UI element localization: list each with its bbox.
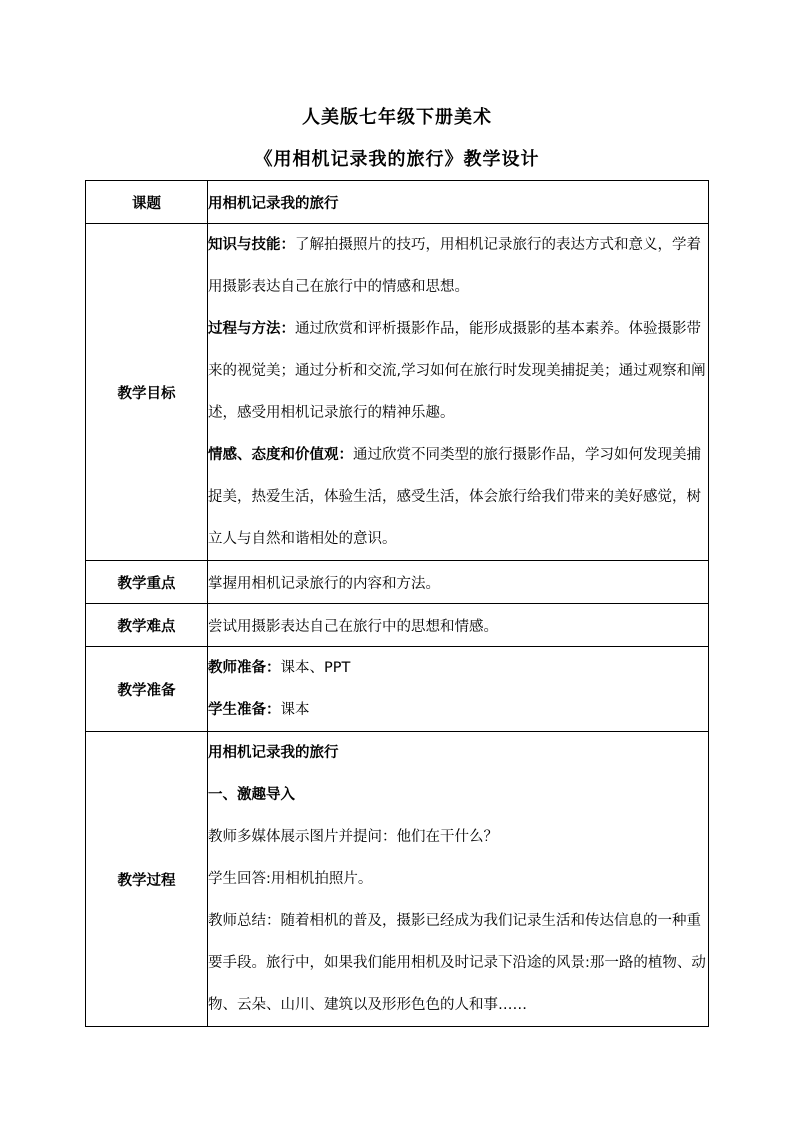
row-objectives <box>86 224 709 561</box>
document-subtitle: 《用相机记录我的旅行》教学设计 <box>254 149 540 170</box>
process-section-label: 教学过程 <box>86 732 208 1027</box>
topic-text: 用相机记录我的旅行 <box>208 195 339 212</box>
student-prep-label: 学生准备： <box>208 702 281 718</box>
objective-process <box>208 308 708 434</box>
teacher-question: 教师多媒体展示图片并提问：他们在干什么？ <box>208 829 498 845</box>
row-topic <box>86 181 709 224</box>
student-preparation <box>208 689 708 731</box>
preparation-label: 教学准备 <box>86 647 208 732</box>
key-point-value: 掌握用相机记录旅行的内容和方法。 <box>208 561 709 604</box>
topic-label: 课题 <box>86 181 208 224</box>
knowledge-label: 知识与技能： <box>208 237 295 253</box>
teacher-prep-value: 课本、PPT <box>280 660 351 676</box>
topic-value <box>208 181 709 224</box>
teacher-summary: 教师总结：随着相机的普及，摄影已经成为我们记录生活和传达信息的一种重要手段。旅行中，如果我们能用相机及时记录下沿途的风景:那一路的植物、动物、云朵、山川、建筑以及形形色色的人和事…… <box>208 913 706 1013</box>
objective-knowledge <box>208 224 708 308</box>
preparation-content <box>208 647 709 732</box>
lesson-plan-table <box>85 180 709 1027</box>
row-preparation <box>86 647 709 732</box>
process-text: 通过欣赏和评析摄影作品，能形成摄影的基本素养。体验摄影带来的视觉美；通过分析和交流,学习如何在旅行时发现美捕捉美；通过观察和阐述，感受用相机记录旅行的精神乐趣。 <box>208 321 706 421</box>
teacher-preparation <box>208 647 708 689</box>
difficulty-label: 教学难点 <box>86 604 208 647</box>
emotion-label: 情感、态度和价值观： <box>208 447 353 463</box>
process-lesson-title: 用相机记录我的旅行 <box>208 745 339 761</box>
objectives-label: 教学目标 <box>86 224 208 561</box>
objective-emotion <box>208 434 708 560</box>
student-answer: 学生回答:用相机拍照片。 <box>208 871 373 887</box>
process-section-heading: 一、激趣导入 <box>208 787 295 803</box>
difficulty-value: 尝试用摄影表达自己在旅行中的思想和情感。 <box>208 604 709 647</box>
student-prep-value: 课本 <box>280 702 310 718</box>
row-process <box>86 732 709 1027</box>
teacher-prep-label: 教师准备： <box>208 660 281 676</box>
process-content <box>208 732 709 1027</box>
knowledge-text: 了解拍摄照片的技巧，用相机记录旅行的表达方式和意义，学着用摄影表达自己在旅行中的情感和思想。 <box>208 237 701 295</box>
objectives-content <box>208 224 709 561</box>
row-difficulty <box>86 604 709 647</box>
emotion-text: 通过欣赏不同类型的旅行摄影作品，学习如何发现美捕捉美，热爱生活，体验生活，感受生活，体会旅行给我们带来的美好感觉，树立人与自然和谐相处的意识。 <box>208 447 701 547</box>
key-point-label: 教学重点 <box>86 561 208 604</box>
row-key-point <box>86 561 709 604</box>
document-title: 人美版七年级下册美术 <box>302 107 492 128</box>
process-label: 过程与方法： <box>208 321 295 337</box>
